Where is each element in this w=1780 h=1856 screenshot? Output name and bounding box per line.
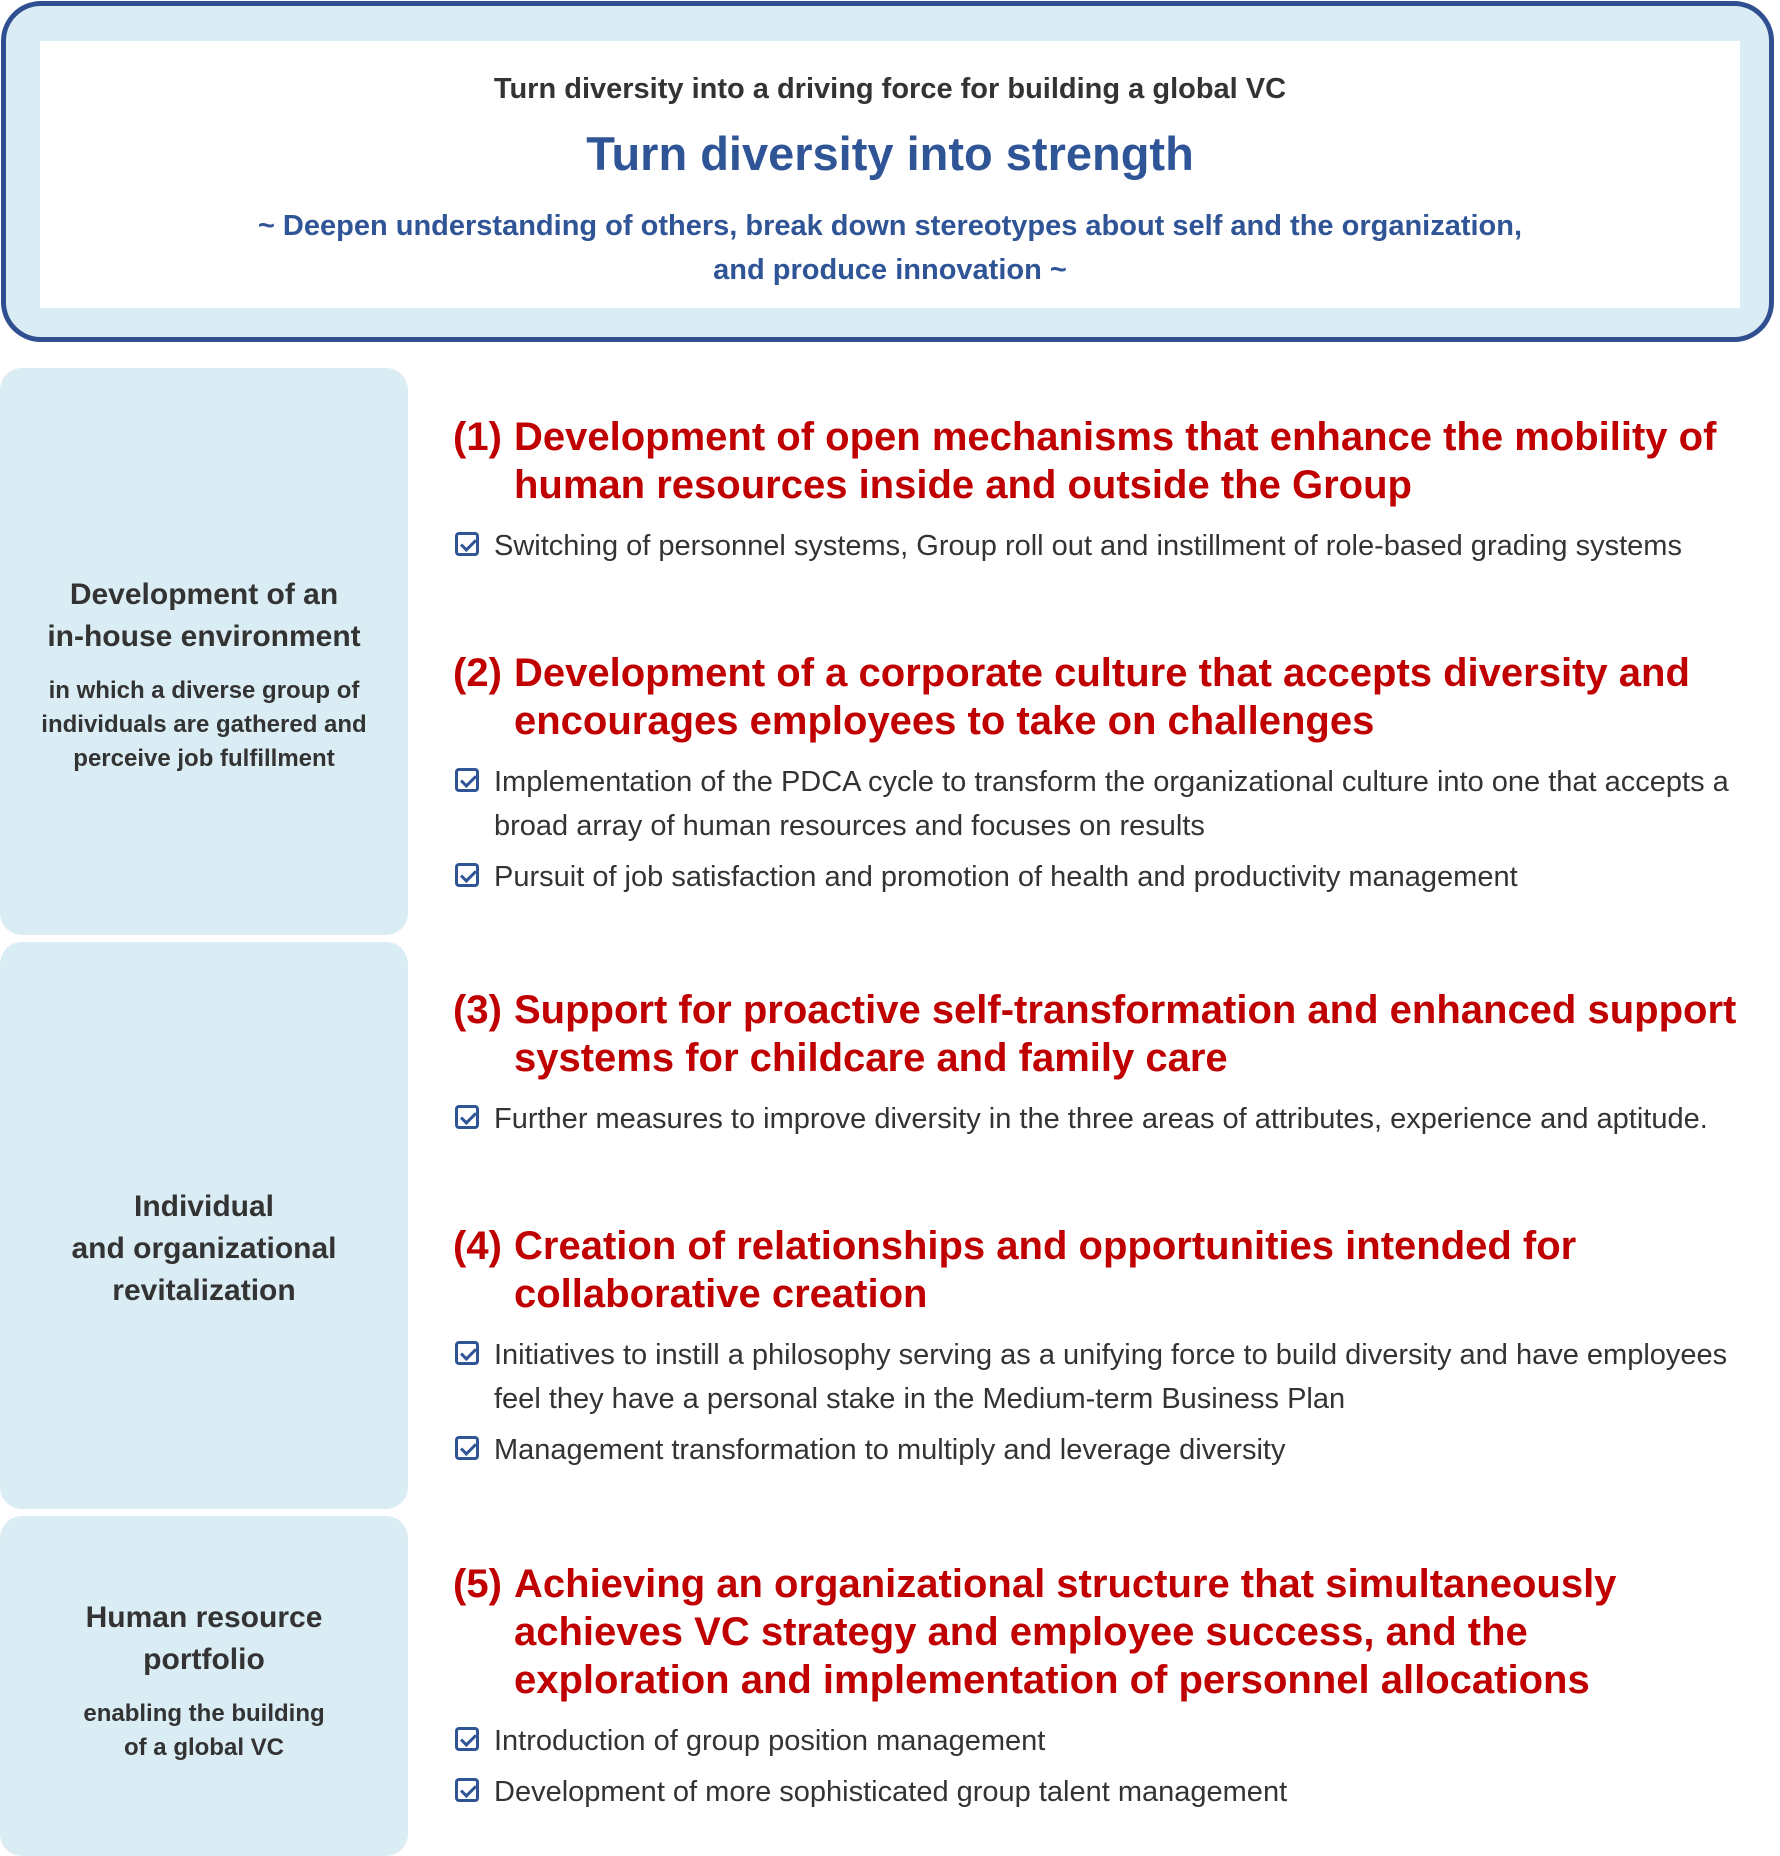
section-5-heading (453, 1560, 1753, 1704)
list-item-text: Further measures to improve diversity in the three areas of attributes, experience and aptitude. (494, 1103, 1708, 1135)
header-title: Turn diversity into strength (586, 127, 1194, 180)
list-item (453, 1428, 1753, 1472)
list-item-text: Introduction of group position management (494, 1725, 1046, 1757)
sidebar-subtitle: in which a diverse group of individuals are gathered and perceive job fulfillment (41, 677, 367, 772)
section-number: (3) (453, 988, 502, 1032)
header-subtitle-line2: and produce innovation ~ (713, 254, 1067, 286)
sidebar-box-environment (0, 368, 408, 935)
section-number: (4) (453, 1224, 502, 1268)
section-heading-text: Creation of relationships and opportunities intended for collaborative creation (514, 1224, 1577, 1316)
header-kicker: Turn diversity into a driving force for building a global VC (493, 73, 1287, 105)
section-4-heading (453, 1222, 1753, 1318)
section-number: (5) (453, 1562, 502, 1606)
list-item (453, 760, 1753, 848)
checkbox-checked-icon (455, 768, 479, 792)
checkbox-checked-icon (455, 532, 479, 556)
section-number: (1) (453, 415, 502, 459)
list-item-text: Switching of personnel systems, Group roll out and instillment of role-based grading systems (494, 530, 1682, 562)
list-item-text: Implementation of the PDCA cycle to transform the organizational culture into one that accepts a broad array of human resources and focuses on results (494, 766, 1729, 842)
list-item (453, 1719, 1753, 1763)
header-banner (1, 1, 1774, 342)
list-item (453, 1770, 1753, 1814)
section-heading-text: Support for proactive self-transformation and enhanced support systems for childcare and family care (514, 988, 1737, 1080)
list-item (453, 855, 1753, 899)
header-subtitle-line1: ~ Deepen understanding of others, break down stereotypes about self and the organization, (257, 210, 1523, 242)
checkbox-checked-icon (455, 1727, 479, 1751)
header-subtitle (40, 204, 1740, 292)
section-3-heading (453, 986, 1753, 1082)
list-item (453, 524, 1753, 568)
section-heading-text: Development of a corporate culture that accepts diversity and encourages employees to take on challenges (514, 651, 1690, 743)
section-number: (2) (453, 651, 502, 695)
sidebar-box-portfolio (0, 1516, 408, 1856)
section-heading-text: Development of open mechanisms that enhance the mobility of human resources inside and outside the Group (514, 415, 1717, 507)
checkbox-checked-icon (455, 863, 479, 887)
checkbox-checked-icon (455, 1778, 479, 1802)
checkbox-checked-icon (455, 1105, 479, 1129)
list-item (453, 1097, 1753, 1141)
sidebar-title: Development of an in-house environment (47, 578, 361, 653)
list-item-text: Pursuit of job satisfaction and promotion of health and productivity management (494, 861, 1518, 893)
section-heading-text: Achieving an organizational structure that simultaneously achieves VC strategy and employee success, and the exploration and implementation of personnel allocations (514, 1562, 1617, 1702)
sidebar-title: Human resource portfolio (85, 1601, 323, 1676)
section-2-heading (453, 649, 1753, 745)
checkbox-checked-icon (455, 1341, 479, 1365)
checkbox-checked-icon (455, 1436, 479, 1460)
sidebar-subtitle: enabling the building of a global VC (83, 1700, 325, 1761)
section-1-heading (453, 413, 1753, 509)
list-item-text: Development of more sophisticated group talent management (494, 1776, 1288, 1808)
sidebar-title: Individual and organizational revitalization (71, 1190, 337, 1307)
sidebar-box-revitalization (0, 942, 408, 1509)
list-item-text: Initiatives to instill a philosophy serving as a unifying force to build diversity and have employees feel they have a personal stake in the Medium-term Business Plan (494, 1339, 1728, 1415)
list-item-text: Management transformation to multiply and leverage diversity (494, 1434, 1286, 1466)
list-item (453, 1333, 1753, 1421)
header-inner (40, 41, 1740, 308)
